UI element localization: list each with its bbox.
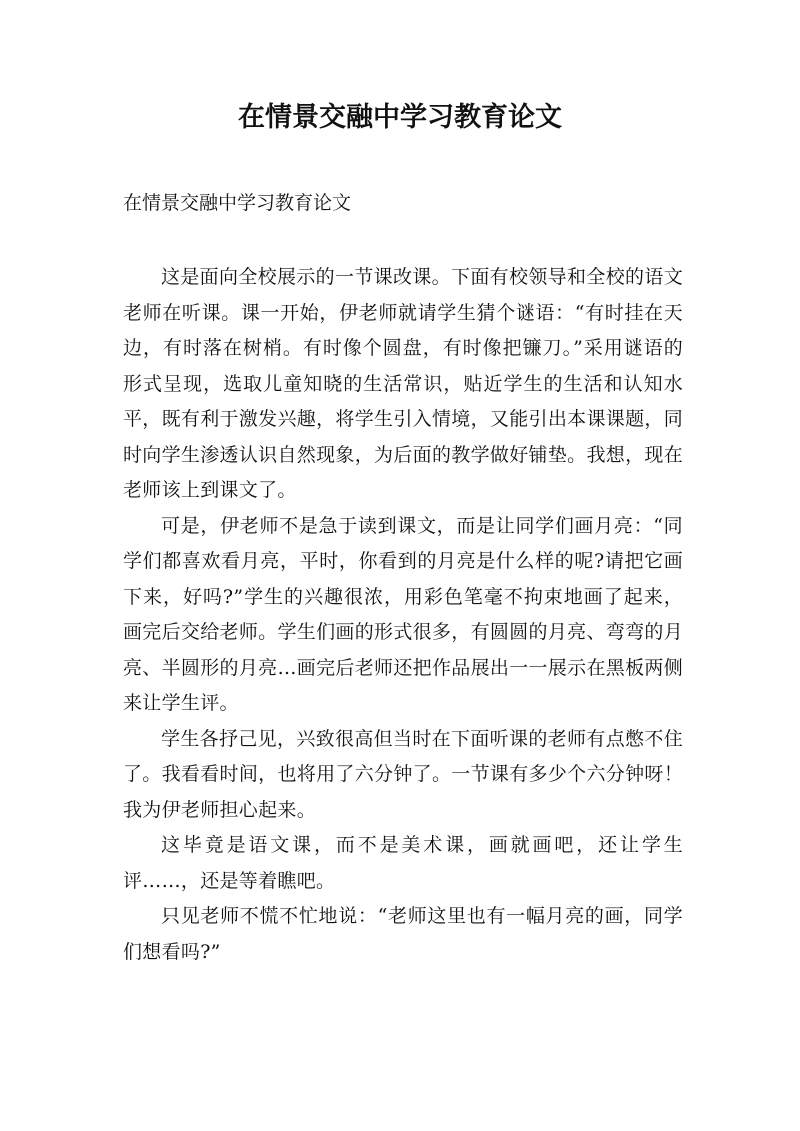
document-body [123, 260, 683, 970]
document-title: 在情景交融中学习教育论文 [238, 102, 562, 133]
paragraph: 只见老师不慌不忙地说：“老师这里也有一幅月亮的画，同学们想看吗?” [123, 905, 683, 963]
document-subtitle: 在情景交融中学习教育论文 [123, 192, 352, 214]
paragraph: 学生各抒己见，兴致很高但当时在下面听课的老师有点憋不住了。我看看时间，也将用了六分钟了。一节课有多少个六分钟呀！我为伊老师担心起来。 [123, 727, 683, 821]
paragraph: 可是，伊老师不是急于读到课文，而是让同学们画月亮：“同学们都喜欢看月亮，平时，你看到的月亮是什么样的呢?请把它画下来，好吗?”学生的兴趣很浓，用彩色笔毫不拘束地画了起来，画完后交给老师。学生们画的形式很多，有圆圆的月亮、弯弯的月亮、半圆形的月亮…画完后老师还把作品展出一一展示在黑板两侧来让学生评。 [123, 514, 683, 714]
paragraph: 这毕竟是语文课，而不是美术课，画就画吧，还让学生评……，还是等着瞧吧。 [123, 834, 683, 892]
paragraph: 这是面向全校展示的一节课改课。下面有校领导和全校的语文老师在听课。课一开始，伊老师就请学生猜个谜语：“有时挂在天边，有时落在树梢。有时像个圆盘，有时像把镰刀。”采用谜语的形式呈现，选取儿童知晓的生活常识，贴近学生的生活和认知水平，既有利于激发兴趣，将学生引入情境，又能引出本课课题，同时向学生渗透认识自然现象，为后面的教学做好铺垫。我想，现在老师该上到课文了。 [123, 266, 683, 501]
